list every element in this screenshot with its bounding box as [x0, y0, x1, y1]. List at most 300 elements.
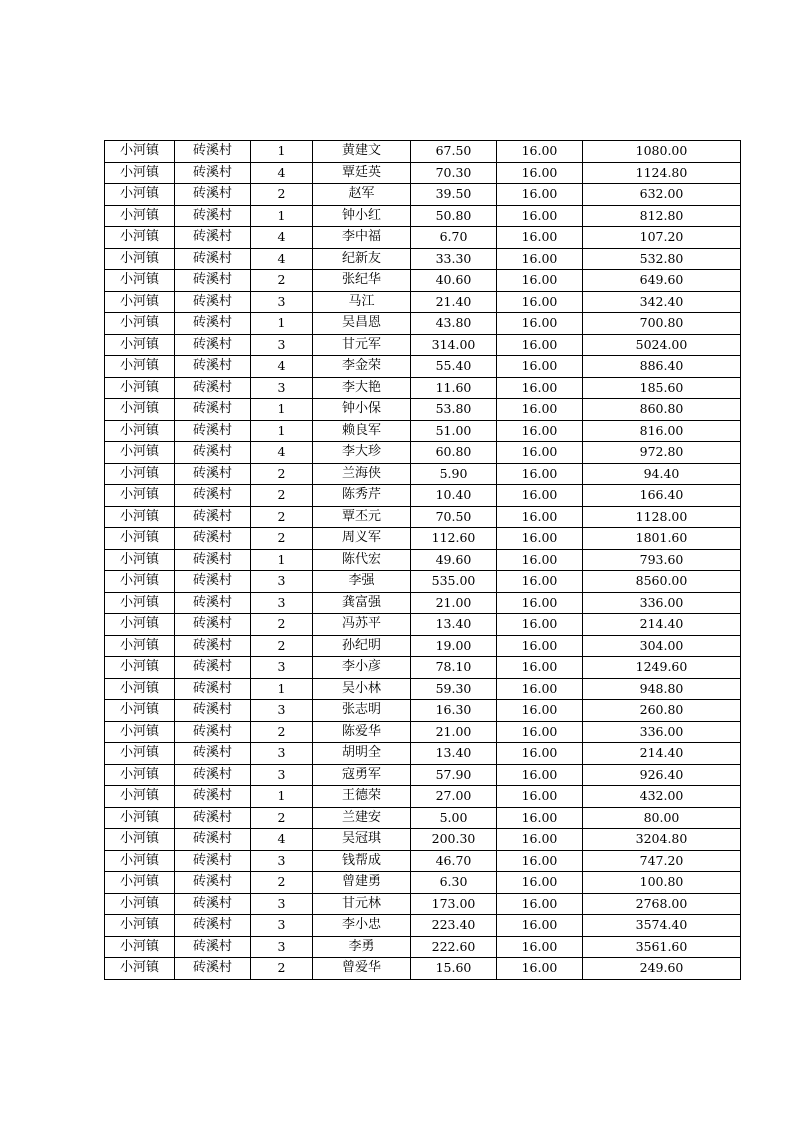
village-cell: 砖溪村	[175, 248, 251, 270]
village-cell: 砖溪村	[175, 162, 251, 184]
table-row	[105, 377, 741, 399]
group-cell: 3	[251, 936, 313, 958]
town-cell: 小河镇	[105, 958, 175, 980]
area-cell: 112.60	[411, 528, 497, 550]
table-row	[105, 313, 741, 335]
town-cell: 小河镇	[105, 463, 175, 485]
village-cell: 砖溪村	[175, 807, 251, 829]
table-row	[105, 528, 741, 550]
area-cell: 60.80	[411, 442, 497, 464]
village-cell: 砖溪村	[175, 334, 251, 356]
village-cell: 砖溪村	[175, 743, 251, 765]
group-cell: 1	[251, 141, 313, 163]
amount-cell: 5024.00	[583, 334, 741, 356]
amount-cell: 214.40	[583, 743, 741, 765]
name-cell: 王德荣	[313, 786, 411, 808]
area-cell: 67.50	[411, 141, 497, 163]
name-cell: 寇勇军	[313, 764, 411, 786]
name-cell: 钟小红	[313, 205, 411, 227]
area-cell: 53.80	[411, 399, 497, 421]
rate-cell: 16.00	[497, 184, 583, 206]
village-cell: 砖溪村	[175, 872, 251, 894]
amount-cell: 3574.40	[583, 915, 741, 937]
rate-cell: 16.00	[497, 399, 583, 421]
table-body	[105, 141, 741, 980]
village-cell: 砖溪村	[175, 678, 251, 700]
group-cell: 4	[251, 829, 313, 851]
name-cell: 李中福	[313, 227, 411, 249]
town-cell: 小河镇	[105, 248, 175, 270]
name-cell: 纪新友	[313, 248, 411, 270]
town-cell: 小河镇	[105, 141, 175, 163]
table-row	[105, 678, 741, 700]
area-cell: 78.10	[411, 657, 497, 679]
village-cell: 砖溪村	[175, 829, 251, 851]
name-cell: 陈爱华	[313, 721, 411, 743]
village-cell: 砖溪村	[175, 571, 251, 593]
amount-cell: 1801.60	[583, 528, 741, 550]
amount-cell: 214.40	[583, 614, 741, 636]
rate-cell: 16.00	[497, 786, 583, 808]
village-cell: 砖溪村	[175, 700, 251, 722]
area-cell: 40.60	[411, 270, 497, 292]
town-cell: 小河镇	[105, 850, 175, 872]
group-cell: 2	[251, 485, 313, 507]
village-cell: 砖溪村	[175, 227, 251, 249]
table-row	[105, 248, 741, 270]
rate-cell: 16.00	[497, 270, 583, 292]
group-cell: 2	[251, 184, 313, 206]
amount-cell: 336.00	[583, 721, 741, 743]
name-cell: 李小忠	[313, 915, 411, 937]
name-cell: 钱帮成	[313, 850, 411, 872]
amount-cell: 1124.80	[583, 162, 741, 184]
rate-cell: 16.00	[497, 700, 583, 722]
area-cell: 13.40	[411, 743, 497, 765]
name-cell: 马江	[313, 291, 411, 313]
rate-cell: 16.00	[497, 936, 583, 958]
area-cell: 21.00	[411, 721, 497, 743]
village-cell: 砖溪村	[175, 463, 251, 485]
group-cell: 3	[251, 700, 313, 722]
area-cell: 50.80	[411, 205, 497, 227]
area-cell: 5.90	[411, 463, 497, 485]
village-cell: 砖溪村	[175, 936, 251, 958]
amount-cell: 972.80	[583, 442, 741, 464]
area-cell: 57.90	[411, 764, 497, 786]
name-cell: 李大艳	[313, 377, 411, 399]
name-cell: 李小彦	[313, 657, 411, 679]
name-cell: 陈代宏	[313, 549, 411, 571]
name-cell: 周义军	[313, 528, 411, 550]
group-cell: 3	[251, 592, 313, 614]
amount-cell: 649.60	[583, 270, 741, 292]
group-cell: 2	[251, 614, 313, 636]
village-cell: 砖溪村	[175, 764, 251, 786]
area-cell: 15.60	[411, 958, 497, 980]
group-cell: 1	[251, 678, 313, 700]
group-cell: 2	[251, 506, 313, 528]
area-cell: 10.40	[411, 485, 497, 507]
group-cell: 3	[251, 657, 313, 679]
name-cell: 龚富强	[313, 592, 411, 614]
village-cell: 砖溪村	[175, 485, 251, 507]
rate-cell: 16.00	[497, 313, 583, 335]
rate-cell: 16.00	[497, 141, 583, 163]
table-row	[105, 872, 741, 894]
rate-cell: 16.00	[497, 657, 583, 679]
town-cell: 小河镇	[105, 485, 175, 507]
rate-cell: 16.00	[497, 205, 583, 227]
village-cell: 砖溪村	[175, 958, 251, 980]
group-cell: 3	[251, 764, 313, 786]
rate-cell: 16.00	[497, 893, 583, 915]
town-cell: 小河镇	[105, 678, 175, 700]
village-cell: 砖溪村	[175, 313, 251, 335]
town-cell: 小河镇	[105, 291, 175, 313]
area-cell: 223.40	[411, 915, 497, 937]
group-cell: 4	[251, 442, 313, 464]
name-cell: 张纪华	[313, 270, 411, 292]
area-cell: 535.00	[411, 571, 497, 593]
town-cell: 小河镇	[105, 915, 175, 937]
town-cell: 小河镇	[105, 270, 175, 292]
village-cell: 砖溪村	[175, 442, 251, 464]
town-cell: 小河镇	[105, 528, 175, 550]
village-cell: 砖溪村	[175, 549, 251, 571]
area-cell: 27.00	[411, 786, 497, 808]
group-cell: 4	[251, 248, 313, 270]
rate-cell: 16.00	[497, 377, 583, 399]
village-cell: 砖溪村	[175, 506, 251, 528]
area-cell: 13.40	[411, 614, 497, 636]
town-cell: 小河镇	[105, 614, 175, 636]
rate-cell: 16.00	[497, 915, 583, 937]
group-cell: 1	[251, 786, 313, 808]
amount-cell: 860.80	[583, 399, 741, 421]
group-cell: 2	[251, 270, 313, 292]
town-cell: 小河镇	[105, 420, 175, 442]
group-cell: 2	[251, 958, 313, 980]
amount-cell: 80.00	[583, 807, 741, 829]
rate-cell: 16.00	[497, 764, 583, 786]
town-cell: 小河镇	[105, 721, 175, 743]
area-cell: 314.00	[411, 334, 497, 356]
group-cell: 1	[251, 205, 313, 227]
table-row	[105, 893, 741, 915]
rate-cell: 16.00	[497, 442, 583, 464]
amount-cell: 1080.00	[583, 141, 741, 163]
table-row	[105, 141, 741, 163]
table-row	[105, 721, 741, 743]
group-cell: 3	[251, 571, 313, 593]
name-cell: 李金荣	[313, 356, 411, 378]
village-cell: 砖溪村	[175, 141, 251, 163]
amount-cell: 700.80	[583, 313, 741, 335]
area-cell: 39.50	[411, 184, 497, 206]
group-cell: 2	[251, 872, 313, 894]
data-table	[104, 140, 741, 980]
town-cell: 小河镇	[105, 786, 175, 808]
village-cell: 砖溪村	[175, 184, 251, 206]
name-cell: 覃廷英	[313, 162, 411, 184]
rate-cell: 16.00	[497, 958, 583, 980]
group-cell: 4	[251, 227, 313, 249]
town-cell: 小河镇	[105, 506, 175, 528]
area-cell: 6.30	[411, 872, 497, 894]
rate-cell: 16.00	[497, 743, 583, 765]
rate-cell: 16.00	[497, 807, 583, 829]
table-row	[105, 420, 741, 442]
amount-cell: 1128.00	[583, 506, 741, 528]
group-cell: 2	[251, 721, 313, 743]
rate-cell: 16.00	[497, 592, 583, 614]
area-cell: 59.30	[411, 678, 497, 700]
amount-cell: 260.80	[583, 700, 741, 722]
area-cell: 21.00	[411, 592, 497, 614]
amount-cell: 886.40	[583, 356, 741, 378]
town-cell: 小河镇	[105, 700, 175, 722]
rate-cell: 16.00	[497, 291, 583, 313]
table-row	[105, 657, 741, 679]
town-cell: 小河镇	[105, 377, 175, 399]
name-cell: 吴冠琪	[313, 829, 411, 851]
group-cell: 3	[251, 915, 313, 937]
area-cell: 21.40	[411, 291, 497, 313]
town-cell: 小河镇	[105, 807, 175, 829]
area-cell: 16.30	[411, 700, 497, 722]
rate-cell: 16.00	[497, 248, 583, 270]
name-cell: 李大珍	[313, 442, 411, 464]
table-row	[105, 764, 741, 786]
village-cell: 砖溪村	[175, 205, 251, 227]
table-row	[105, 958, 741, 980]
village-cell: 砖溪村	[175, 399, 251, 421]
village-cell: 砖溪村	[175, 850, 251, 872]
rate-cell: 16.00	[497, 528, 583, 550]
group-cell: 3	[251, 334, 313, 356]
name-cell: 冯苏平	[313, 614, 411, 636]
name-cell: 兰海侠	[313, 463, 411, 485]
area-cell: 173.00	[411, 893, 497, 915]
amount-cell: 185.60	[583, 377, 741, 399]
rate-cell: 16.00	[497, 850, 583, 872]
table-row	[105, 205, 741, 227]
table-row	[105, 614, 741, 636]
amount-cell: 3204.80	[583, 829, 741, 851]
amount-cell: 304.00	[583, 635, 741, 657]
area-cell: 5.00	[411, 807, 497, 829]
area-cell: 70.30	[411, 162, 497, 184]
name-cell: 曾爱华	[313, 958, 411, 980]
amount-cell: 926.40	[583, 764, 741, 786]
amount-cell: 342.40	[583, 291, 741, 313]
group-cell: 3	[251, 850, 313, 872]
rate-cell: 16.00	[497, 463, 583, 485]
group-cell: 3	[251, 291, 313, 313]
area-cell: 43.80	[411, 313, 497, 335]
town-cell: 小河镇	[105, 356, 175, 378]
table-row	[105, 700, 741, 722]
table-row	[105, 829, 741, 851]
name-cell: 黄建文	[313, 141, 411, 163]
area-cell: 222.60	[411, 936, 497, 958]
town-cell: 小河镇	[105, 442, 175, 464]
town-cell: 小河镇	[105, 829, 175, 851]
town-cell: 小河镇	[105, 399, 175, 421]
group-cell: 1	[251, 399, 313, 421]
village-cell: 砖溪村	[175, 528, 251, 550]
village-cell: 砖溪村	[175, 291, 251, 313]
amount-cell: 793.60	[583, 549, 741, 571]
town-cell: 小河镇	[105, 592, 175, 614]
table-row	[105, 184, 741, 206]
rate-cell: 16.00	[497, 635, 583, 657]
area-cell: 33.30	[411, 248, 497, 270]
amount-cell: 948.80	[583, 678, 741, 700]
group-cell: 4	[251, 162, 313, 184]
area-cell: 51.00	[411, 420, 497, 442]
village-cell: 砖溪村	[175, 635, 251, 657]
name-cell: 甘元林	[313, 893, 411, 915]
town-cell: 小河镇	[105, 657, 175, 679]
amount-cell: 249.60	[583, 958, 741, 980]
amount-cell: 94.40	[583, 463, 741, 485]
table-row	[105, 162, 741, 184]
area-cell: 19.00	[411, 635, 497, 657]
amount-cell: 432.00	[583, 786, 741, 808]
amount-cell: 100.80	[583, 872, 741, 894]
group-cell: 4	[251, 356, 313, 378]
rate-cell: 16.00	[497, 721, 583, 743]
rate-cell: 16.00	[497, 872, 583, 894]
name-cell: 李强	[313, 571, 411, 593]
rate-cell: 16.00	[497, 678, 583, 700]
table-row	[105, 786, 741, 808]
area-cell: 46.70	[411, 850, 497, 872]
town-cell: 小河镇	[105, 549, 175, 571]
table-row	[105, 743, 741, 765]
village-cell: 砖溪村	[175, 893, 251, 915]
table-row	[105, 850, 741, 872]
table-row	[105, 227, 741, 249]
town-cell: 小河镇	[105, 205, 175, 227]
rate-cell: 16.00	[497, 549, 583, 571]
town-cell: 小河镇	[105, 872, 175, 894]
name-cell: 李勇	[313, 936, 411, 958]
village-cell: 砖溪村	[175, 657, 251, 679]
amount-cell: 166.40	[583, 485, 741, 507]
table-row	[105, 936, 741, 958]
amount-cell: 2768.00	[583, 893, 741, 915]
rate-cell: 16.00	[497, 334, 583, 356]
village-cell: 砖溪村	[175, 377, 251, 399]
rate-cell: 16.00	[497, 571, 583, 593]
amount-cell: 3561.60	[583, 936, 741, 958]
area-cell: 49.60	[411, 549, 497, 571]
group-cell: 2	[251, 807, 313, 829]
village-cell: 砖溪村	[175, 592, 251, 614]
group-cell: 3	[251, 743, 313, 765]
amount-cell: 336.00	[583, 592, 741, 614]
table-row	[105, 506, 741, 528]
name-cell: 吴昌恩	[313, 313, 411, 335]
town-cell: 小河镇	[105, 334, 175, 356]
group-cell: 2	[251, 635, 313, 657]
table-row	[105, 635, 741, 657]
rate-cell: 16.00	[497, 829, 583, 851]
name-cell: 孙纪明	[313, 635, 411, 657]
group-cell: 2	[251, 528, 313, 550]
rate-cell: 16.00	[497, 227, 583, 249]
village-cell: 砖溪村	[175, 270, 251, 292]
name-cell: 甘元军	[313, 334, 411, 356]
table-row	[105, 270, 741, 292]
name-cell: 陈秀芹	[313, 485, 411, 507]
area-cell: 11.60	[411, 377, 497, 399]
name-cell: 张志明	[313, 700, 411, 722]
rate-cell: 16.00	[497, 506, 583, 528]
table-row	[105, 571, 741, 593]
area-cell: 70.50	[411, 506, 497, 528]
table-row	[105, 592, 741, 614]
table-row	[105, 807, 741, 829]
amount-cell: 632.00	[583, 184, 741, 206]
table-row	[105, 549, 741, 571]
table-row	[105, 442, 741, 464]
area-cell: 6.70	[411, 227, 497, 249]
name-cell: 赵军	[313, 184, 411, 206]
rate-cell: 16.00	[497, 614, 583, 636]
name-cell: 曾建勇	[313, 872, 411, 894]
table-row	[105, 485, 741, 507]
village-cell: 砖溪村	[175, 915, 251, 937]
amount-cell: 107.20	[583, 227, 741, 249]
town-cell: 小河镇	[105, 227, 175, 249]
group-cell: 2	[251, 463, 313, 485]
village-cell: 砖溪村	[175, 356, 251, 378]
rate-cell: 16.00	[497, 485, 583, 507]
name-cell: 兰建安	[313, 807, 411, 829]
table-row	[105, 356, 741, 378]
amount-cell: 1249.60	[583, 657, 741, 679]
amount-cell: 8560.00	[583, 571, 741, 593]
table-row	[105, 463, 741, 485]
town-cell: 小河镇	[105, 313, 175, 335]
group-cell: 3	[251, 893, 313, 915]
table-row	[105, 399, 741, 421]
village-cell: 砖溪村	[175, 614, 251, 636]
name-cell: 胡明全	[313, 743, 411, 765]
town-cell: 小河镇	[105, 764, 175, 786]
town-cell: 小河镇	[105, 635, 175, 657]
table-row	[105, 915, 741, 937]
rate-cell: 16.00	[497, 420, 583, 442]
table-row	[105, 291, 741, 313]
village-cell: 砖溪村	[175, 721, 251, 743]
town-cell: 小河镇	[105, 184, 175, 206]
area-cell: 200.30	[411, 829, 497, 851]
rate-cell: 16.00	[497, 162, 583, 184]
name-cell: 吴小林	[313, 678, 411, 700]
rate-cell: 16.00	[497, 356, 583, 378]
area-cell: 55.40	[411, 356, 497, 378]
name-cell: 赖良军	[313, 420, 411, 442]
amount-cell: 532.80	[583, 248, 741, 270]
village-cell: 砖溪村	[175, 786, 251, 808]
village-cell: 砖溪村	[175, 420, 251, 442]
amount-cell: 812.80	[583, 205, 741, 227]
